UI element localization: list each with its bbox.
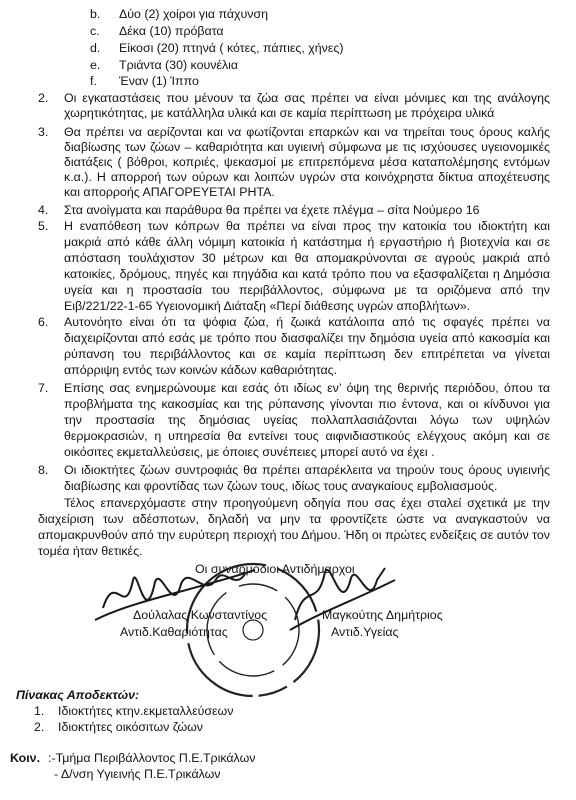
item-text-line: θερμοκρασιών, η υπηρεσία θα εντείνει τους αιφνιδιαστικούς ελέγχους ακόμη και σε [64, 429, 550, 443]
item-text-line: προβλήματα της κακοσμίας και της ρύπανσης γίνονται πιο έντονα, και οι κίνδυνοι για [64, 397, 550, 411]
closing-line: διαχείριση των αδέσποτων, δηλαδή να μην τα φροντίζετε ώστε να αναγκαστούν να [38, 512, 550, 526]
list-item-label: d. [90, 41, 101, 55]
item-number: 4. [38, 203, 49, 217]
recipients-title: Πίνακας Αποδεκτών: [16, 688, 140, 702]
item-text-line: Επίσης σας ενημερώνουμε και εσάς ότι ιδίως εν’ όψη της θερινής περιόδου, όπου τα [64, 381, 550, 395]
item-text-line: Θα πρέπει να αερίζονται και να φωτίζονται επαρκών και να τηρείται τους όρους καλής [64, 125, 550, 139]
item-text-line: διατάξεις ( βόθροι, κοπριές, ψεκασμοί με επιτρεπόμενα μέσα καταπολέμησης εντόμων [64, 155, 550, 169]
item-text-line: ρύπανση του περιβάλλοντος και σε καμία περίπτωση δεν επιτρέπεται να γίνεται [64, 347, 550, 361]
item-number: 3. [38, 125, 49, 139]
item-text-line: την προστασία της δημόσιας υγείας πολλαπλασιάζονται λόγω των υψηλών [64, 413, 550, 427]
item-text-line: κατοικίες, δρόμους, πηγές και πηγάδια και κατά τρόπο που να εξασφαλίζεται η Δημόσια [64, 267, 550, 281]
item-number: 8. [38, 463, 49, 477]
list-item-text: Έναν (1) Ίππο [119, 74, 199, 88]
item-text-line: Στα ανοίγματα και παράθυρα θα πρέπει να έχετε πλέγμα – σίτα Νούμερο 16 [64, 203, 480, 217]
item-text-line: χωρητικότητας, με κατάλληλα υλικά και σε καμία περίπτωση με πρόχειρα υλικά [64, 106, 495, 120]
item-number: 5. [38, 219, 49, 233]
item-text-line: διαβίωσης και φροντίδας των ζώων τους, ιδίως τους αναγκαίους εμβολιασμούς. [64, 479, 498, 493]
item-text-line: διαχειρίζονται από εσάς με τρόπο που διασφαλίζει την δημόσια υγεία από κακοσμία και [64, 331, 550, 345]
koin-line: - Δ/νση Υγιεινής Π.Ε.Τρικάλων [54, 767, 221, 781]
closing-line: τομέα ήταν θετικές. [38, 544, 143, 558]
list-item-text: Είκοσι (20) πτηνά ( κότες, πάπιες, χήνες) [119, 41, 344, 55]
list-item-label: e. [90, 58, 101, 72]
list-item-label: f. [90, 74, 97, 88]
item-number: 7. [38, 381, 49, 395]
item-text-line: διαβίωσης των ζώων – καθαριότητα και υγιεινή σύμφωνα με τις ισχύουσες υγειονομικές [64, 140, 550, 154]
right-signatory-name: Μαγκούτης Δημήτριος [322, 608, 443, 622]
item-text-line: απόσταση τουλάχιστον 30 μέτρων και θα απομακρύνονται σε αγρούς μακριά από [64, 251, 550, 265]
item-text-line: υγεία και η προστασία του περιβάλλοντος, σύμφωνα με τα οριζόμενα από την [64, 283, 550, 297]
list-item-text: Δύο (2) χοίροι για πάχυνση [119, 7, 269, 21]
koin-line: :-Τμήμα Περιβάλλοντος Π.Ε.Τρικάλων [48, 751, 256, 765]
left-signatory-name: Δούλαλας Κωνσταντίνος [133, 608, 268, 622]
list-item-label: b. [90, 7, 101, 21]
item-text-line: Οι ιδιοκτήτες ζώων συντροφιάς θα πρέπει απαρέκλειτα να τηρούν τους όρους υγιεινής [64, 463, 550, 477]
closing-line: Τέλος επανερχόμαστε στην προηγούμενη οδηγία που σας έχει σταλεί σχετικά με την [64, 496, 550, 510]
koin-label: Κοιν. [10, 751, 41, 765]
list-item-text: Τριάντα (30) κουνέλια [119, 58, 239, 72]
item-text-line: κ.α.). Η απορροή των ούρων και λοιπών υγρών στα κοινόχρηστα δίκτυα αποχέτευσης [64, 170, 550, 184]
recipient-text: Ιδιοκτήτες κτην.εκμεταλλεύσεων [58, 704, 234, 718]
item-text-line: μακριά από κάθε άλλη νόμιμη κατοικία ή κατάστημα ή εργαστήριο ή βιοτεχνία και σε [64, 235, 550, 249]
closing-line: απομακρυνθούν από την ευρύτερη περιοχή του Δήμου. Ήδη οι πρώτες ενδείξεις σε αυτόν τον [38, 528, 550, 542]
item-number: 2. [38, 91, 49, 105]
item-text-line: Αυτονόητο είναι ότι τα ψόφια ζώα, ή ζωικά κατάλοιπα από τις σφαγές πρέπει να [64, 315, 550, 329]
item-text-line: Οι εγκαταστάσεις που μένουν τα ζώα σας πρέπει να είναι μόνιμες και της ανάλογης [64, 91, 550, 105]
list-item-label: c. [90, 24, 100, 38]
list-item-text: Δέκα (10) πρόβατα [119, 24, 224, 38]
left-signatory-title: Αντιδ.Καθαριότητας [120, 625, 228, 639]
recipient-text: Ιδιοκτήτες οικόσιτων ζώων [58, 720, 203, 734]
right-signatory-title: Αντιδ.Υγείας [331, 625, 399, 639]
item-text-line: και απορροής ΑΠΑΓΟΡΕΥΕΤΑΙ ΡΗΤΑ. [64, 185, 275, 199]
recipient-number: 2. [34, 720, 45, 734]
item-number: 6. [38, 315, 49, 329]
recipient-number: 1. [34, 704, 45, 718]
item-text-line: απόρριψη εντός των κοινών κάδων καθαριότητας. [64, 363, 338, 377]
item-text-line: οικόσιτες εκμεταλλεύσεις, με όποιες συνέπειες μπορεί αυτό να έχει . [64, 445, 435, 459]
item-text-line: Η εναπόθεση των κόπρων θα πρέπει να είναι προς την κατοικία του ιδιοκτήτη και [64, 219, 550, 233]
item-text-line: Ειβ/221/22-1-65 Υγειονομική Διάταξη «Περί διάθεσης υγρών αποβλήτων». [64, 299, 471, 313]
signature-heading: Οι συναρμόδιοι Αντιδήμαρχοι [195, 562, 355, 576]
